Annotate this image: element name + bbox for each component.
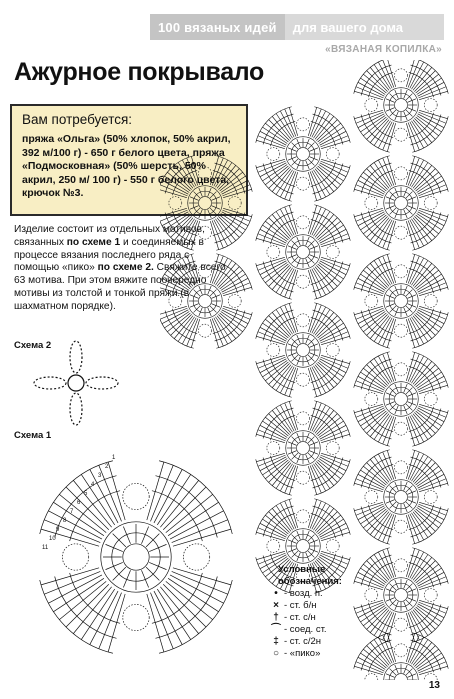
row-number: 2 — [105, 464, 109, 470]
legend-symbol: ○ — [272, 648, 280, 659]
row-number: 11 — [42, 545, 49, 551]
crochet-motif — [160, 156, 252, 251]
series-name: «ВЯЗАНАЯ КОПИЛКА» — [325, 44, 442, 55]
row-number: 9 — [56, 527, 60, 533]
legend-text: - ст. с/2н — [284, 636, 322, 647]
crochet-motif — [256, 107, 351, 202]
row-number: 10 — [49, 536, 56, 542]
legend-item — [268, 636, 388, 648]
legend-text: - соед. ст. — [284, 624, 327, 635]
legend-symbol: † — [273, 612, 279, 623]
legend-text: - ст. б/н — [284, 600, 317, 611]
legend-symbol: ‡ — [273, 636, 279, 647]
materials-text: пряжа «Ольга» (50% хлопок, 50% акрил, 392 м/100 г) - 650 г белого цвета, пряжа «Подмосковная» (50% шерсть, 50% акрил, 250 м/ 100 г) - 550 г белого цвета, крючок №3. — [22, 133, 231, 199]
materials-title: Вам потребуется: — [22, 112, 133, 127]
row-number: 5 — [84, 491, 88, 497]
crochet-motif — [354, 352, 449, 447]
instructions-part: и соединяемых в процессе вязания последнего ряда с помощью «пико» — [14, 236, 204, 274]
row-number: 6 — [77, 500, 81, 506]
legend-item — [268, 648, 388, 660]
legend — [268, 564, 388, 660]
legend-item — [268, 612, 388, 624]
legend-symbol: • — [274, 588, 278, 599]
legend-title: Условные обозначения: — [278, 564, 342, 587]
crochet-motif — [160, 254, 252, 349]
row-number: 1 — [112, 455, 116, 461]
instructions-part: Изделие состоит из отдельных мотивов, связанных — [14, 224, 205, 248]
crochet-motif — [354, 60, 449, 152]
row-number: 4 — [91, 482, 95, 488]
legend-item — [268, 600, 388, 612]
page-title: Ажурное покрывало — [14, 58, 265, 86]
crochet-motif — [256, 303, 351, 398]
book-subtitle: для вашего дома — [292, 19, 404, 35]
crochet-motif — [354, 450, 449, 545]
header-bar — [150, 14, 444, 40]
row-number: 3 — [98, 473, 102, 479]
row-number: 7 — [70, 509, 74, 515]
legend-text: - возд. п. — [284, 588, 323, 599]
instructions-bold: по схеме 2. — [97, 262, 154, 274]
scheme2-diagram — [28, 340, 124, 426]
scheme1-label: Схема 1 — [14, 430, 52, 441]
instructions-part: Свяжите всего 63 мотива. При этом вяжите поочередно мотивы из толстой и тонкой пряжи (в шахматном порядке). — [14, 262, 226, 312]
scheme2-label: Схема 2 — [14, 340, 52, 351]
book-title: 100 вязаных идей — [150, 14, 285, 40]
legend-item — [268, 624, 388, 636]
crochet-motif — [354, 254, 449, 349]
crochet-motif — [256, 401, 351, 496]
legend-symbol: × — [273, 600, 279, 611]
legend-item — [268, 588, 388, 600]
crochet-motif — [354, 156, 449, 251]
page-number: 13 — [428, 680, 440, 691]
legend-symbol: ⌒ — [271, 624, 281, 635]
row-number: 8 — [63, 518, 67, 524]
crochet-motif — [256, 205, 351, 300]
legend-text: - «пико» — [284, 648, 321, 659]
instructions-bold: по схеме 1 — [66, 236, 121, 248]
legend-text: - ст. с/н — [284, 612, 316, 623]
